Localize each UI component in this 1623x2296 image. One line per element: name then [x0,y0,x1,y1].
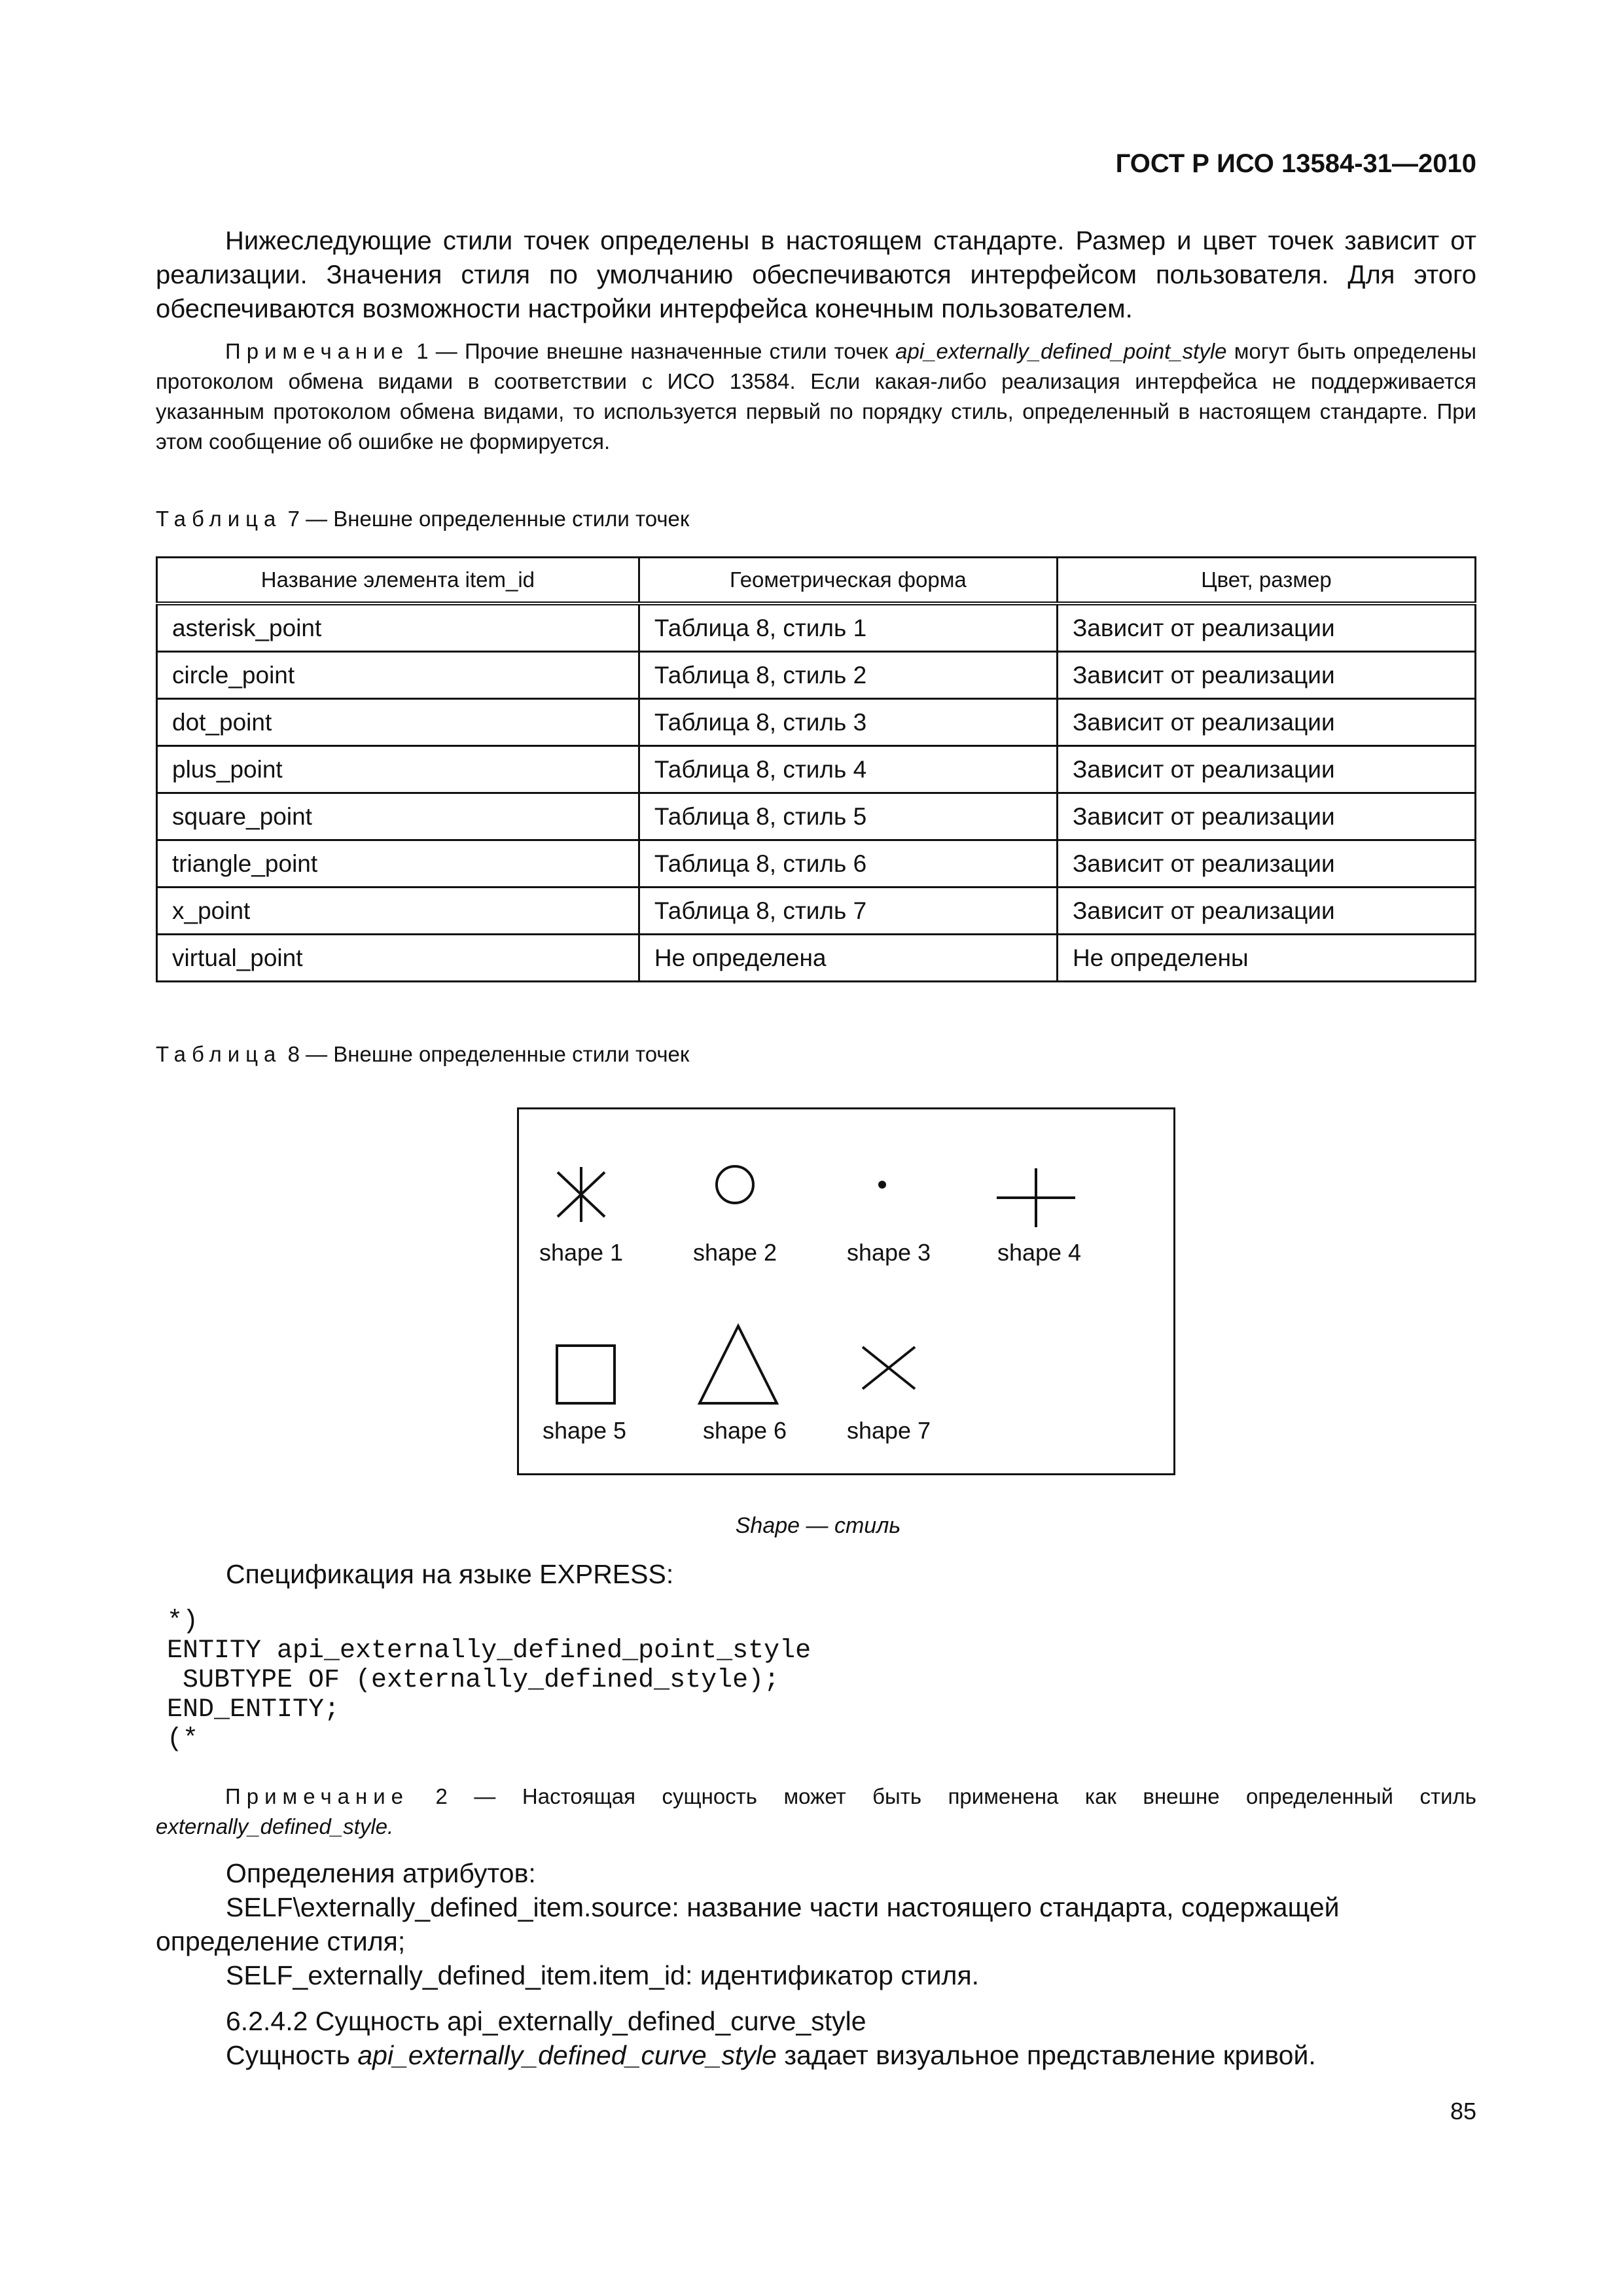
shape-label: shape 1 [539,1239,624,1266]
column-header: Название элемента item_id [157,558,639,604]
table-cell: Зависит от реализации [1057,652,1475,699]
table-cell: Таблица 8, стиль 1 [639,603,1057,652]
table-cell: Зависит от реализации [1057,888,1475,935]
note-1-text-after: могут быть определены протоколом обмена видами в соответствии с ИСО 13584. Если какая-либо реализация интерфейса не поддерживается указанным протоколом обмена видами, то используется первый по порядку стиль, определенный в настоящем стандарте. При этом сообщение об ошибке не формируется. [156,339,1477,454]
section-heading: 6.2.4.2 Сущность api_externally_defined_curve_style [226,2006,866,2036]
attribute-definitions [156,1856,1476,1992]
table-cell: circle_point [157,652,639,699]
spec-title: Спецификация на языке EXPRESS: [226,1559,674,1589]
note-1-term: api_externally_defined_point_style [895,339,1227,363]
shapes-figure [517,1107,1175,1475]
shape-label: shape 6 [702,1417,787,1444]
circle-icon [709,1158,761,1211]
plus-icon [993,1165,1079,1230]
table-cell: Таблица 8, стиль 2 [639,652,1057,699]
column-header: Геометрическая форма [639,558,1057,604]
table-cell: dot_point [157,699,639,746]
table-7 [156,556,1476,982]
table-row [157,793,1476,840]
section-6-2-4-2 [226,2004,1316,2072]
shape-label: shape 3 [846,1239,931,1266]
table-cell: Таблица 8, стиль 5 [639,793,1057,840]
table-cell: Таблица 8, стиль 6 [639,840,1057,888]
shape-label: shape 4 [997,1239,1082,1266]
table-row [157,935,1476,982]
table-cell: Зависит от реализации [1057,603,1475,652]
table-cell: Не определены [1057,935,1475,982]
table-cell: Таблица 8, стиль 3 [639,699,1057,746]
table-cell: Зависит от реализации [1057,840,1475,888]
asterisk-icon [548,1162,614,1227]
table-cell: Таблица 8, стиль 7 [639,888,1057,935]
table-cell: Таблица 8, стиль 4 [639,746,1057,793]
table-row [157,603,1476,652]
square-icon [553,1342,618,1407]
x-icon [856,1342,921,1394]
table-cell: asterisk_point [157,603,639,652]
table-row [157,699,1476,746]
note-2-label: Примечание [225,1784,410,1808]
table-cell: Зависит от реализации [1057,746,1475,793]
table-8-caption: Таблица 8 — Внешне определенные стили точек [156,1042,690,1066]
intro-paragraph: Нижеследующие стили точек определены в настоящем стандарте. Размер и цвет точек зависит от реализации. Значения стиля по умолчанию обеспечиваются интерфейсом пользователя. Для этого обеспечиваются возможности настройки интерфейса конечным пользователем. [156,226,1476,323]
triangle-icon [696,1322,781,1407]
shape-label: shape 5 [542,1417,627,1444]
column-header: Цвет, размер [1057,558,1475,604]
figure-caption: Shape — стиль [735,1513,901,1538]
note-1-number: 1 [416,339,429,363]
note-2-number: 2 [435,1784,448,1808]
note-2-term: externally_defined_style. [156,1814,394,1839]
table-row [157,652,1476,699]
section-text: Сущность api_externally_defined_curve_style задает визуальное представление кривой. [226,2040,1316,2070]
table-cell: Зависит от реализации [1057,699,1475,746]
note-2-text: — Настоящая сущность может быть применена как внешне определенный стиль [474,1784,1476,1808]
table-header-row [157,558,1476,604]
attributes-title: Определения атрибутов: [226,1858,536,1888]
table-row [157,840,1476,888]
note-1 [156,336,1476,457]
table-cell: plus_point [157,746,639,793]
table-cell: triangle_point [157,840,639,888]
shape-label: shape 7 [846,1417,931,1444]
table-row [157,888,1476,935]
section-term: api_externally_defined_curve_style [357,2040,777,2070]
note-1-label: Примечание [225,339,410,363]
shape-label: shape 2 [692,1239,777,1266]
table-cell: x_point [157,888,639,935]
note-1-text-before: — Прочие внешне назначенные стили точек [435,339,888,363]
express-code: *) ENTITY api_externally_defined_point_style SUBTYPE OF (externally_defined_style); END_ENTITY; (* [167,1607,812,1754]
table-cell: Зависит от реализации [1057,793,1475,840]
note-2 [156,1782,1476,1842]
page-number: 85 [1450,2098,1476,2125]
attribute-source: SELF\externally_defined_item.source: название части настоящего стандарта, содержащей определение стиля; [156,1892,1340,1956]
table-cell: Не определена [639,935,1057,982]
page-header: ГОСТ Р ИСО 13584-31—2010 [1115,149,1476,178]
table-row [157,746,1476,793]
attribute-item-id: SELF_externally_defined_item.item_id: идентификатор стиля. [226,1960,980,1990]
table-cell: virtual_point [157,935,639,982]
table-cell: square_point [157,793,639,840]
dot-icon [872,1175,892,1194]
table-7-caption: Таблица 7 — Внешне определенные стили точек [156,507,690,531]
